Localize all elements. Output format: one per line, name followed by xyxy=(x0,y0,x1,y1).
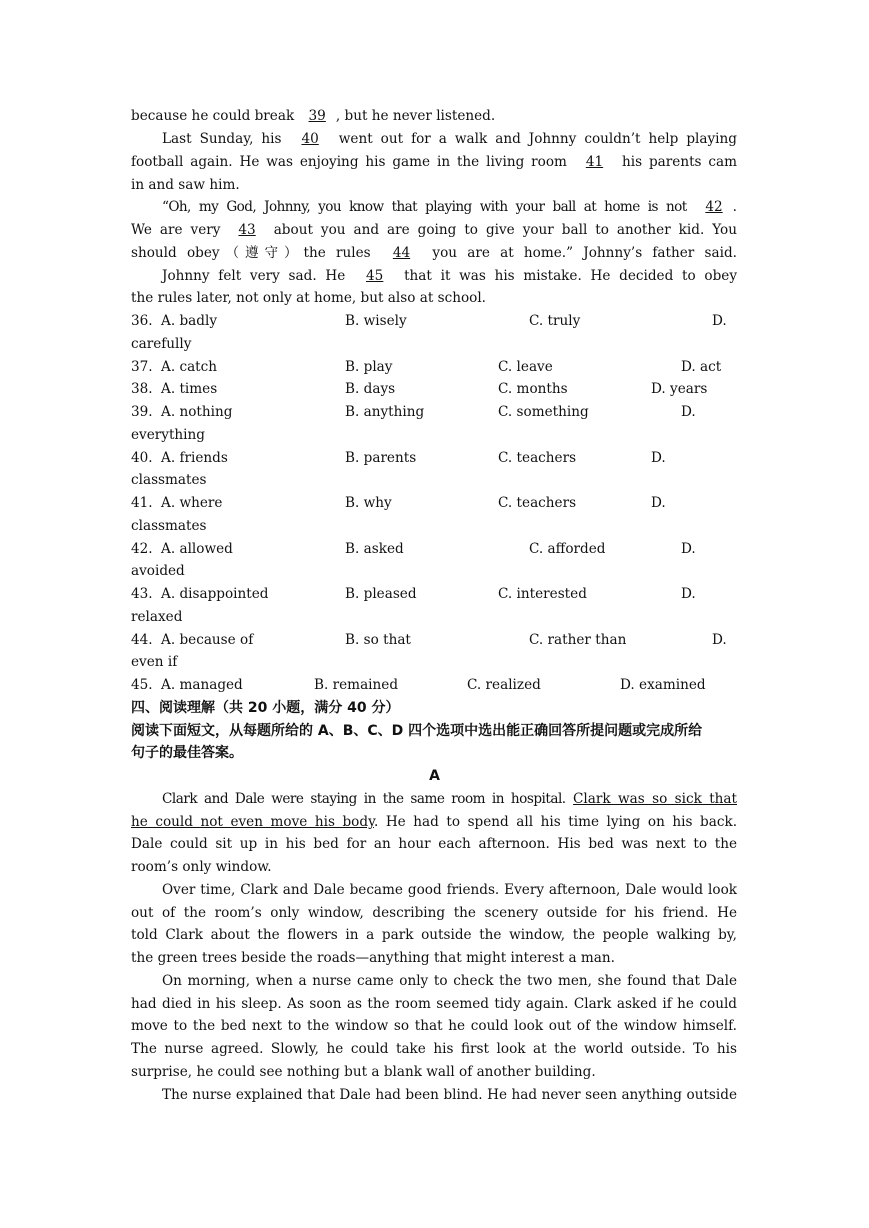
reading-line-5: Over time, Clark and Dale became good friends. Every afternoon, Dale would look xyxy=(162,882,737,898)
question-number: 36. xyxy=(131,313,153,329)
text: went out for a walk and Johnny couldn’t help playing xyxy=(338,131,737,147)
passage-line-4: in and saw him. xyxy=(131,177,240,193)
text: We are very xyxy=(131,222,221,238)
text: . He had to spend all his time lying on his back. xyxy=(373,814,738,830)
option-d: D. xyxy=(651,450,666,466)
blank-45: 45 xyxy=(366,268,384,284)
option-d: D. examined xyxy=(620,677,706,693)
blank-44: 44 xyxy=(392,245,411,261)
passage-line-3 xyxy=(131,151,737,173)
option-d: D. xyxy=(681,404,696,420)
option-a: A. disappointed xyxy=(161,586,269,602)
text: that it was his mistake. He decided to obey xyxy=(404,268,738,284)
text: Johnny felt very sad. He xyxy=(162,268,346,284)
option-d: D. act xyxy=(681,359,722,375)
option-d-continued: classmates xyxy=(131,472,207,488)
question-number: 39. xyxy=(131,404,153,420)
option-b: B. anything xyxy=(345,404,425,420)
passage-line-8 xyxy=(162,265,737,287)
question-number: 38. xyxy=(131,381,153,397)
reading-line-9: On morning, when a nurse came only to check the two men, she found that Dale xyxy=(162,973,737,989)
passage-line-9: the rules later, not only at home, but also at school. xyxy=(131,290,486,306)
option-b: B. parents xyxy=(345,450,417,466)
option-a: A. badly xyxy=(161,313,217,329)
option-c: C. months xyxy=(498,381,568,397)
option-a: A. times xyxy=(161,381,218,397)
text: because he could break xyxy=(131,108,295,124)
option-b: B. so that xyxy=(345,632,411,648)
option-d: D. xyxy=(712,313,727,329)
reading-line-8: the green trees beside the roads—anything that might interest a man. xyxy=(131,950,615,966)
option-b: B. why xyxy=(345,495,392,511)
question-number: 40. xyxy=(131,450,153,466)
option-a: A. allowed xyxy=(161,541,233,557)
text: . xyxy=(732,199,737,215)
blank-41: 41 xyxy=(585,154,604,170)
option-c: C. leave xyxy=(498,359,553,375)
blank-42: 42 xyxy=(705,199,723,215)
option-b: B. asked xyxy=(345,541,404,557)
blank-40: 40 xyxy=(301,131,319,147)
passage-letter: A xyxy=(429,768,440,784)
underlined-text: he could not even move his body xyxy=(131,814,374,830)
text: , but he never listened. xyxy=(335,108,496,124)
option-d: D. xyxy=(712,632,727,648)
reading-line-4: room’s only window. xyxy=(131,859,272,875)
text: his parents cam xyxy=(622,154,738,170)
option-b: B. wisely xyxy=(345,313,407,329)
reading-line-2 xyxy=(131,811,737,833)
option-d-continued: even if xyxy=(131,654,178,670)
option-b: B. play xyxy=(345,359,393,375)
reading-line-7: told Clark about the flowers in a park outside the window, the people walking by, xyxy=(131,927,737,943)
text: football again. He was enjoying his game in the living room xyxy=(131,154,567,170)
text: Last Sunday, his xyxy=(162,131,282,147)
question-number: 44. xyxy=(131,632,153,648)
option-a: A. catch xyxy=(161,359,218,375)
passage-line-6 xyxy=(131,219,737,241)
option-b: B. pleased xyxy=(345,586,417,602)
option-b: B. remained xyxy=(314,677,399,693)
text: Clark and Dale were staying in the same room in hospital. xyxy=(162,791,566,807)
option-c: C. truly xyxy=(529,313,581,329)
section-instruction-2: 句子的最佳答案。 xyxy=(131,745,243,761)
text: you are at home.” Johnny’s father said. xyxy=(432,245,737,261)
option-c: C. afforded xyxy=(529,541,606,557)
question-number: 41. xyxy=(131,495,153,511)
option-c: C. teachers xyxy=(498,495,577,511)
reading-line-13: surprise, he could see nothing but a blank wall of another building. xyxy=(131,1064,596,1080)
passage-line-1 xyxy=(131,105,737,127)
option-d: D. xyxy=(681,541,696,557)
option-c: C. realized xyxy=(467,677,541,693)
passage-line-5 xyxy=(162,196,737,218)
blank-43: 43 xyxy=(238,222,256,238)
option-d-continued: classmates xyxy=(131,518,207,534)
reading-line-1 xyxy=(162,788,737,810)
passage-line-7 xyxy=(131,242,737,264)
option-c: C. something xyxy=(498,404,589,420)
option-d-continued: everything xyxy=(131,427,205,443)
blank-39: 39 xyxy=(308,108,326,124)
option-d: D. xyxy=(681,586,696,602)
text: “Oh, my God, Johnny, you know that playing with your ball at home is not xyxy=(162,199,687,215)
option-a: A. where xyxy=(161,495,223,511)
option-d: D. years xyxy=(651,381,708,397)
option-d-continued: relaxed xyxy=(131,609,183,625)
option-c: C. rather than xyxy=(529,632,627,648)
reading-line-14: The nurse explained that Dale had been blind. He had never seen anything outside xyxy=(162,1087,737,1103)
option-b: B. days xyxy=(345,381,396,397)
text: should obey（遵守）the rules xyxy=(131,245,371,261)
reading-line-6: out of the room’s only window, describing the scenery outside for his friend. He xyxy=(131,905,737,921)
reading-line-12: The nurse agreed. Slowly, he could take his first look at the world outside. To his xyxy=(131,1041,737,1057)
question-number: 37. xyxy=(131,359,153,375)
passage-line-2 xyxy=(162,128,737,150)
option-c: C. teachers xyxy=(498,450,577,466)
question-number: 42. xyxy=(131,541,153,557)
option-c: C. interested xyxy=(498,586,587,602)
section-instruction-1: 阅读下面短文，从每题所给的 A、B、C、D 四个选项中选出能正确回答所提问题或完成所给 xyxy=(131,723,703,739)
underlined-text: Clark was so sick that xyxy=(573,791,737,807)
option-a: A. friends xyxy=(161,450,228,466)
question-number: 45. xyxy=(131,677,153,693)
reading-line-11: move to the bed next to the window so that he could look out of the window himself. xyxy=(131,1018,737,1034)
section-heading: 四、阅读理解（共 20 小题，满分 40 分） xyxy=(131,700,400,716)
option-a: A. because of xyxy=(161,632,254,648)
option-a: A. nothing xyxy=(161,404,233,420)
reading-line-10: had died in his sleep. As soon as the room seemed tidy again. Clark asked if he could xyxy=(131,996,737,1012)
option-a: A. managed xyxy=(161,677,243,693)
question-number: 43. xyxy=(131,586,153,602)
option-d: D. xyxy=(651,495,666,511)
option-d-continued: avoided xyxy=(131,563,185,579)
text: about you and are going to give your ball to another kid. You xyxy=(273,222,737,238)
option-d-continued: carefully xyxy=(131,336,192,352)
reading-line-3: Dale could sit up in his bed for an hour each afternoon. His bed was next to the xyxy=(131,836,737,852)
